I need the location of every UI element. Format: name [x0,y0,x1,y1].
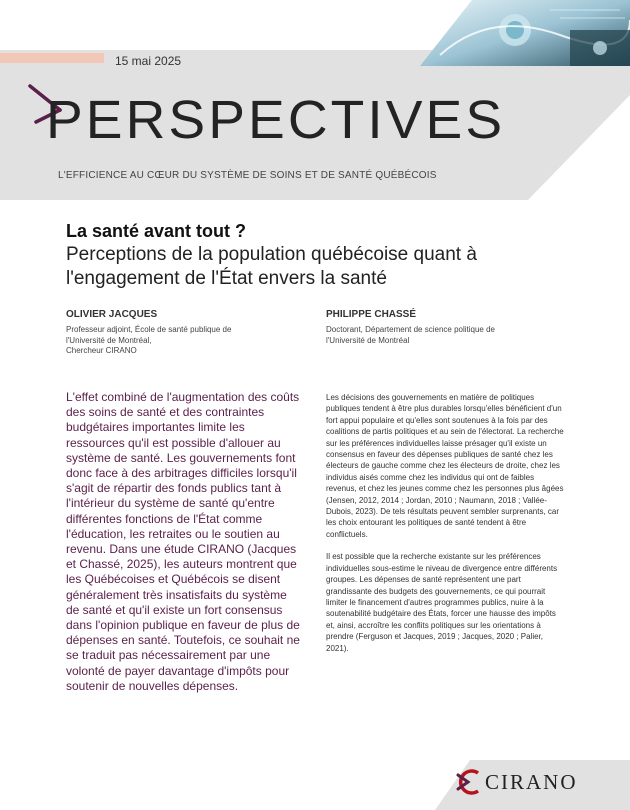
body-column [326,392,564,665]
header-photo [420,0,630,66]
cirano-logo-icon [452,766,484,798]
stethoscope-photo [420,0,630,66]
author-2 [326,309,566,346]
accent-strip [0,53,104,63]
article-title: La santé avant tout ? [66,221,247,241]
author-name: PHILIPPE CHASSÉ [326,309,417,320]
body-paragraph: Il est possible que la recherche existante sur les préférences individuelles sous-estime le niveau de divergence entre différents groupes. Les dépenses de santé représentent une part grandissante des budgets des gouvernements, ce qui pourrait limiter le financement d'autres programmes publics, nuire à la soutenabilité budgétaire des États, forcer une hausse des impôts et, ainsi, accroître les conflits politiques sur les orientations à prendre (Ferguson et Jacques, 2019 ; Jacques, 2020 ; Palier, 2021). [326,552,558,653]
author-1 [66,309,286,357]
tagline: L'EFFICIENCE AU CŒUR DU SYSTÈME DE SOINS ET DE SANTÉ QUÉBÉCOIS [58,170,437,181]
author-name: OLIVIER JACQUES [66,309,158,320]
publication-date: 15 mai 2025 [115,54,182,68]
body-paragraph: Les décisions des gouvernements en matière de politiques publiques tendent à être plus durables lorsqu'elles bénéficient d'un fort appui populaire et qu'elles sont soutenues à la fois par des coalitions de partis politiques et au sein de l'électorat. La recherche sur les préférences individuelles laisse présager qu'il existe un consensus en faveur des dépenses publiques de santé chez les électeurs de gauche comme chez les électeurs de droite, chez les individus aisés comme chez les individus qui ont de faibles revenus, et chez les jeunes comme chez les personnes plus âgées (Jensen, 2012, 2014 ; Jordan, 2010 ; Naumann, 2018 ; Vallée-Dubois, 2023). De tels résultats peuvent sembler surprenants, car les choix entourant les politiques de santé tendent à être conflictuels. [326,393,564,539]
author-role: Doctorant, Département de science politique de l'Université de Montréal [326,325,495,345]
article-subtitle: Perceptions de la population québécoise quant à l'engagement de l'État envers la santé [66,244,477,289]
author-role: Professeur adjoint, École de santé publique de l'Université de Montréal, Chercheur CIRANO [66,325,232,355]
publication-logo: PERSPECTIVES [46,90,506,150]
cirano-brand: CIRANO [485,770,578,794]
lead-paragraph: L'effet combiné de l'augmentation des coûts des soins de santé et des contraintes budgétaires importantes limite les ressources qu'il est possible d'allouer au système de santé. Les gouvernements font donc face à des arbitrages difficiles lorsqu'il s'agit de répartir des fonds publics tant à l'intérieur du système de santé qu'entre différentes fonctions de l'État comme l'éducation, les retraites ou le soutien au revenu. Dans une étude CIRANO (Jacques et Chassé, 2025), les auteurs montrent que les Québécoises et Québécois se disent généralement très insatisfaits du système de santé et qu'il existe un fort consensus dans l'opinion publique en faveur de plus de dépenses en santé. Toutefois, ce souhait ne se traduit pas nécessairement par une volonté de payer davantage d'impôts pour soutenir de nouvelles dépenses. [66,390,300,693]
